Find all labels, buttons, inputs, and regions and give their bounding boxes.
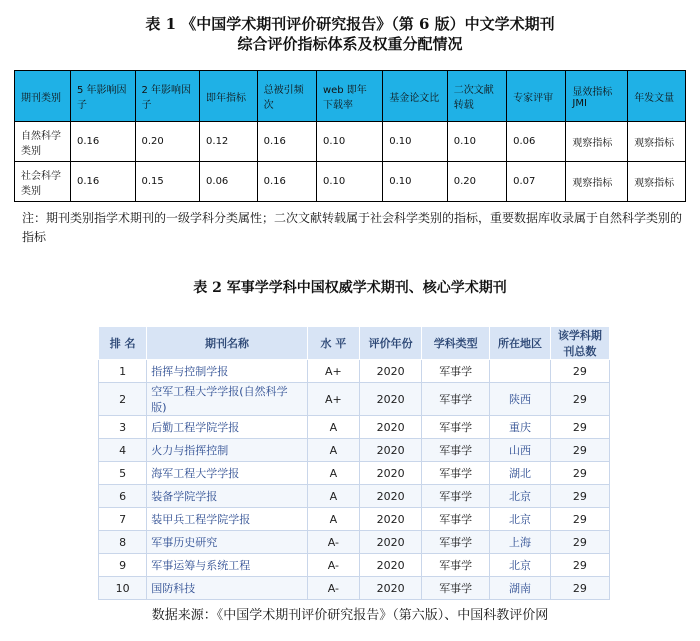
cell-level: A (307, 416, 359, 439)
cell-rank: 9 (99, 554, 147, 577)
header-journal-name: 期刊名称 (147, 327, 307, 360)
cell-region: 陕西 (490, 383, 551, 416)
cell-type: 军事学 (422, 554, 490, 577)
cell-year: 2020 (359, 577, 421, 600)
header-subject-type: 学科类型 (422, 327, 490, 360)
cell: 0.10 (383, 162, 448, 202)
cell-level: A- (307, 531, 359, 554)
cell-rank: 2 (99, 383, 147, 416)
cell-rank: 10 (99, 577, 147, 600)
header-5yr-impact: 5 年影响因子 (70, 71, 135, 122)
cell-name: 军事历史研究 (147, 531, 307, 554)
header-fund-ratio: 基金论文比 (383, 71, 448, 122)
cell-level: A (307, 439, 359, 462)
table1-title-line2: 综合评价指标体系及权重分配情况 (237, 35, 463, 53)
indicator-row-natural (15, 122, 686, 162)
cell-name: 军事运筹与系统工程 (147, 554, 307, 577)
cell: 0.16 (257, 162, 316, 202)
cell-name: 火力与指挥控制 (147, 439, 307, 462)
cell: 社会科学类别 (15, 162, 71, 202)
table-row (99, 439, 610, 462)
cell: 观察指标 (628, 162, 686, 202)
cell-year: 2020 (359, 554, 421, 577)
cell-region: 上海 (490, 531, 551, 554)
table-row (99, 485, 610, 508)
cell: 0.10 (447, 122, 506, 162)
header-total-cites: 总被引频次 (257, 71, 316, 122)
cell-total: 29 (550, 531, 609, 554)
table-row (99, 577, 610, 600)
cell-year: 2020 (359, 462, 421, 485)
cell-type: 军事学 (422, 531, 490, 554)
cell-name: 后勤工程学院学报 (147, 416, 307, 439)
header-immediacy: 即年指标 (200, 71, 258, 122)
table1-note: 注：期刊类别指学术期刊的一级学科分类属性；二次文献转载属于社会科学类别的指标，重要数据库收录属于自然科学类别的指标 (22, 211, 683, 244)
indicator-table-header (15, 71, 686, 122)
cell-type: 军事学 (422, 416, 490, 439)
cell-rank: 5 (99, 462, 147, 485)
cell-level: A (307, 508, 359, 531)
table-row (99, 360, 610, 383)
header-web-download: web 即年下载率 (316, 71, 382, 122)
cell-rank: 4 (99, 439, 147, 462)
cell: 0.20 (135, 122, 200, 162)
data-source: 数据来源：《中国学术期刊评价研究报告》（第六版）、中国科教评价网 (151, 608, 549, 623)
cell-year: 2020 (359, 485, 421, 508)
indicator-row-social (15, 162, 686, 202)
cell-type: 军事学 (422, 360, 490, 383)
cell-level: A+ (307, 383, 359, 416)
cell-rank: 1 (99, 360, 147, 383)
cell-region: 北京 (490, 508, 551, 531)
cell-name: 装甲兵工程学院学报 (147, 508, 307, 531)
header-eval-year: 评价年份 (359, 327, 421, 360)
header-jmi: 显效指标 JMI (566, 71, 628, 122)
cell-type: 军事学 (422, 383, 490, 416)
cell-type: 军事学 (422, 462, 490, 485)
cell-level: A- (307, 554, 359, 577)
cell-year: 2020 (359, 383, 421, 416)
cell-type: 军事学 (422, 485, 490, 508)
cell-year: 2020 (359, 508, 421, 531)
indicator-table (14, 70, 686, 202)
cell-name: 指挥与控制学报 (147, 360, 307, 383)
cell-region: 湖北 (490, 462, 551, 485)
cell-total: 29 (550, 485, 609, 508)
cell: 0.10 (316, 162, 382, 202)
header-region: 所在地区 (490, 327, 551, 360)
cell-rank: 6 (99, 485, 147, 508)
cell-type: 军事学 (422, 577, 490, 600)
cell-level: A- (307, 577, 359, 600)
cell-level: A+ (307, 360, 359, 383)
cell-total: 29 (550, 577, 609, 600)
cell-year: 2020 (359, 360, 421, 383)
journal-ranking-table (98, 326, 610, 600)
header-level: 水 平 (307, 327, 359, 360)
cell-name: 空军工程大学学报(自然科学版) (147, 383, 307, 416)
cell-level: A (307, 462, 359, 485)
cell-level: A (307, 485, 359, 508)
cell-total: 29 (550, 439, 609, 462)
cell-total: 29 (550, 383, 609, 416)
header-rank: 排 名 (99, 327, 147, 360)
header-reprint: 二次文献转载 (447, 71, 506, 122)
header-article-count: 年发文量 (628, 71, 686, 122)
cell-rank: 3 (99, 416, 147, 439)
table-row (99, 554, 610, 577)
cell-year: 2020 (359, 439, 421, 462)
cell: 观察指标 (566, 162, 628, 202)
header-category: 期刊类别 (15, 71, 71, 122)
header-2yr-impact: 2 年影响因子 (135, 71, 200, 122)
cell: 观察指标 (628, 122, 686, 162)
cell: 0.16 (70, 162, 135, 202)
table-row (99, 462, 610, 485)
cell-region: 山西 (490, 439, 551, 462)
cell: 观察指标 (566, 122, 628, 162)
cell-name: 装备学院学报 (147, 485, 307, 508)
cell: 0.12 (200, 122, 258, 162)
cell-type: 军事学 (422, 508, 490, 531)
cell: 0.07 (507, 162, 566, 202)
cell-region: 北京 (490, 554, 551, 577)
cell-total: 29 (550, 554, 609, 577)
cell-region (490, 360, 551, 383)
cell: 0.16 (257, 122, 316, 162)
table-row (99, 508, 610, 531)
cell: 0.06 (507, 122, 566, 162)
table2-title: 表 2 军事学学科中国权威学术期刊、核心学术期刊 (193, 280, 507, 296)
cell-total: 29 (550, 462, 609, 485)
cell: 0.10 (316, 122, 382, 162)
cell: 0.15 (135, 162, 200, 202)
cell: 0.20 (447, 162, 506, 202)
table1-title (0, 14, 700, 54)
header-expert-review: 专家评审 (507, 71, 566, 122)
cell-rank: 7 (99, 508, 147, 531)
cell-region: 湖南 (490, 577, 551, 600)
cell-total: 29 (550, 416, 609, 439)
table1-title-line1: 表 1 《中国学术期刊评价研究报告》（第 6 版）中文学术期刊 (145, 15, 555, 33)
journal-table-header (99, 327, 610, 360)
cell-region: 北京 (490, 485, 551, 508)
cell-year: 2020 (359, 531, 421, 554)
table-row (99, 383, 610, 416)
cell: 0.10 (383, 122, 448, 162)
table-row (99, 531, 610, 554)
cell: 0.06 (200, 162, 258, 202)
cell-year: 2020 (359, 416, 421, 439)
cell: 0.16 (70, 122, 135, 162)
cell-region: 重庆 (490, 416, 551, 439)
cell-name: 国防科技 (147, 577, 307, 600)
table-row (99, 416, 610, 439)
cell-rank: 8 (99, 531, 147, 554)
cell-total: 29 (550, 508, 609, 531)
cell-total: 29 (550, 360, 609, 383)
cell-name: 海军工程大学学报 (147, 462, 307, 485)
header-total-journals: 该学科期刊总数 (550, 327, 609, 360)
cell: 自然科学类别 (15, 122, 71, 162)
cell-type: 军事学 (422, 439, 490, 462)
